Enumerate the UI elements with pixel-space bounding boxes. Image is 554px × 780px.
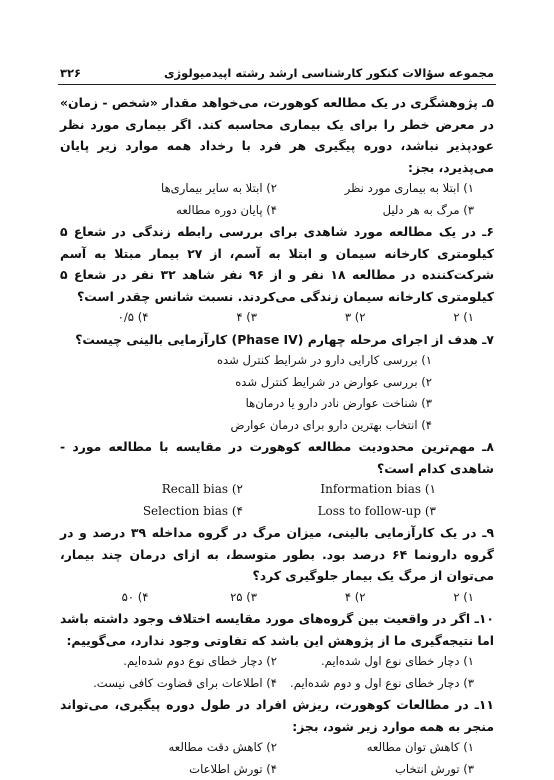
answer-option: ۲) بررسی عوارض در شرایط کنترل شده (60, 372, 494, 394)
questions-list (60, 92, 494, 780)
question-10 (60, 608, 494, 694)
answer-option: ۱) دچار خطای نوع اول شده‌ایم. (277, 651, 494, 673)
answer-option: ۲) ۴ (277, 587, 386, 609)
answer-option: ۱) ۲ (386, 307, 495, 329)
answer-option: ۴) تورش اطلاعات (60, 759, 277, 780)
question-text: ۱۱ـ در مطالعات کوهورت، ریزش افراد در طول دوره پیگیری، می‌تواند منجر به همه موارد زیر شود، بجز: (60, 694, 494, 737)
answer-option: ۳) ۴ (169, 307, 278, 329)
question-text: ۸ـ مهم‌ترین محدودیت مطالعه کوهورت در مقایسه با مطالعه مورد - شاهدی کدام است؟ (60, 436, 494, 479)
answer-option: ۳) ۲۵ (169, 587, 278, 609)
options-group (60, 479, 494, 522)
answer-option: ۱) بررسی کارایی دارو در شرایط کنترل شده (60, 350, 494, 372)
question-11 (60, 694, 494, 780)
answer-option: Recall bias (۲ (60, 479, 277, 501)
answer-option: ۳) مرگ به هر دلیل (277, 200, 494, 222)
answer-option: ۴) پایان دوره مطالعه (60, 200, 277, 222)
answer-option: ۴) ۰/۵ (60, 307, 169, 329)
question-7 (60, 329, 494, 437)
answer-option: ۲) ابتلا به سایر بیماری‌ها (60, 178, 277, 200)
options-group (60, 350, 494, 436)
answer-option: ۴) اطلاعات برای قضاوت کافی نیست. (60, 673, 277, 695)
question-text: ۷ـ هدف از اجرای مرحله چهارم (Phase IV) کارآزمایی بالینی چیست؟ (60, 329, 494, 351)
answer-option: ۲) کاهش دقت مطالعه (60, 737, 277, 759)
question-text: ۵ـ پژوهشگری در یک مطالعه کوهورت، می‌خواهد مقدار «شخص - زمان» در معرض خطر را برای یک بیماری محاسبه کند. اگر بیماری مورد نظر عودپذیر نباشد، دوره پیگیری هر فرد با رخداد همه موارد زیر پایان می‌پذیرد، بجز: (60, 92, 494, 178)
page-header (60, 58, 494, 80)
options-group (60, 587, 494, 609)
header-rule (58, 84, 496, 85)
answer-option: ۴) ۵۰ (60, 587, 169, 609)
question-text: ۱۰ـ اگر در واقعیت بین گروه‌های مورد مقایسه اختلاف وجود داشته باشد اما نتیجه‌گیری ما از پژوهش این باشد که تفاوتی وجود ندارد، می‌گوییم: (60, 608, 494, 651)
question-6 (60, 221, 494, 329)
answer-option: Selection bias (۴ (60, 501, 277, 523)
question-9 (60, 522, 494, 608)
options-group (60, 178, 494, 221)
answer-option: ۳) دچار خطای نوع اول و دوم شده‌ایم. (277, 673, 494, 695)
answer-option: ۱) ۲ (386, 587, 495, 609)
question-text: ۹ـ در یک کارآزمایی بالینی، میزان مرگ در گروه مداخله ۳۹ درصد و در گروه دارونما ۶۴ درصد بود. بطور متوسط، به ازای درمان چند بیمار، می‌توان از مرگ یک بیمار جلوگیری کرد؟ (60, 522, 494, 587)
answer-option: ۱) ابتلا به بیماری مورد نظر (277, 178, 494, 200)
answer-option: ۴) انتخاب بهترین دارو برای درمان عوارض (60, 415, 494, 437)
page-number: ۳۲۶ (60, 66, 81, 80)
question-5 (60, 92, 494, 221)
answer-option: ۲) دچار خطای نوع دوم شده‌ایم. (60, 651, 277, 673)
answer-option: ۲) ۳ (277, 307, 386, 329)
question-text: ۶ـ در یک مطالعه مورد شاهدی برای بررسی رابطه زندگی در شعاع ۵ کیلومتری کارخانه سیمان و ابتلا به آسم، از ۲۷ بیمار مبتلا به آسم شرکت‌کننده در مطالعه ۱۸ نفر و از ۹۶ نفر شاهد ۳۲ نفر در شعاع ۵ کیلومتری کارخانه سیمان زندگی می‌کردند. نسبت شانس چقدر است؟ (60, 221, 494, 307)
answer-option: Information bias (۱ (277, 479, 494, 501)
question-8 (60, 436, 494, 522)
answer-option: ۱) کاهش توان مطالعه (277, 737, 494, 759)
answer-option: ۳) تورش انتخاب (277, 759, 494, 780)
answer-option: Loss to follow-up (۳ (277, 501, 494, 523)
options-group (60, 737, 494, 780)
options-group (60, 307, 494, 329)
answer-option: ۳) شناخت عوارض نادر دارو یا درمان‌ها (60, 393, 494, 415)
running-title: مجموعه سؤالات کنکور کارشناسی ارشد رشته اپیدمیولوژی (164, 66, 494, 80)
options-group (60, 651, 494, 694)
